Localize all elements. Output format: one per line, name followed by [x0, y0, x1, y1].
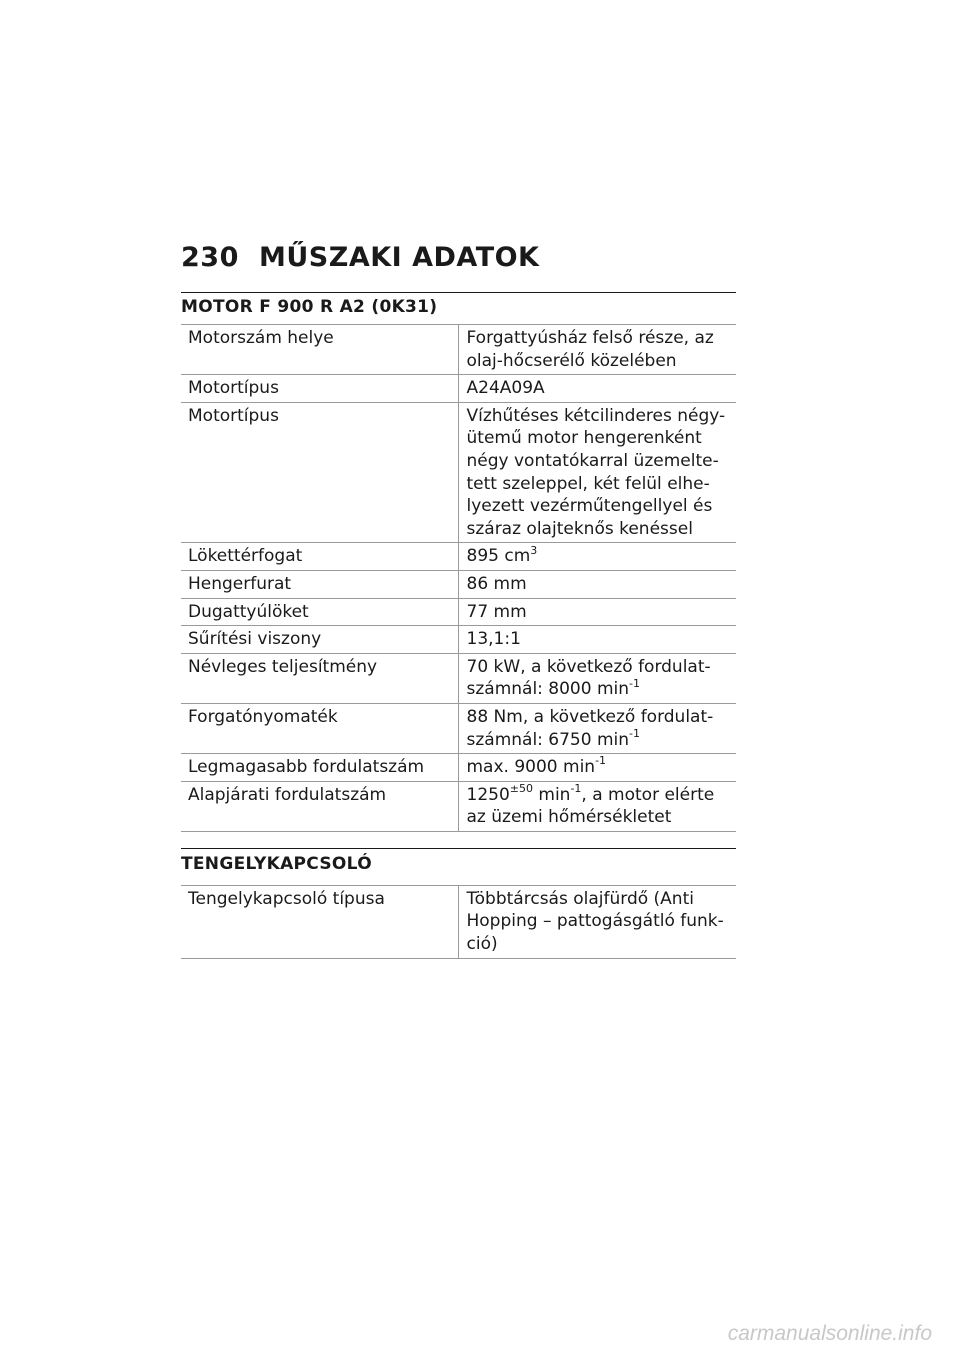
section-title-clutch: TENGELYKAPCSOLÓ — [181, 848, 736, 886]
page-title: MŰSZAKI ADATOK — [259, 242, 540, 273]
spec-label: Sűrítési viszony — [188, 629, 322, 650]
spec-row — [181, 626, 736, 654]
spec-value: Vízhűtéses kétcilinderes négy-ütemű motor hengerenként négy vontatókarral üzemelte-tett szeleppel, két felül elhe-lyezett vezérműtengellyel és száraz olajteknős kenéssel — [458, 403, 737, 543]
spec-table-motor — [181, 325, 736, 832]
spec-label: Forgatónyomaték — [188, 706, 338, 727]
page-header — [181, 242, 736, 292]
spec-row — [181, 886, 736, 959]
spec-value: 895 $cm^3$ — [458, 543, 737, 570]
spec-row — [181, 375, 736, 403]
section-motor — [181, 292, 736, 832]
spec-label: Lökettérfogat — [188, 546, 303, 567]
spec-label: Motorszám helye — [188, 328, 334, 348]
spec-label: Dugattyúlöket — [188, 601, 309, 622]
watermark: carmanualsonline.info — [727, 1322, 932, 1345]
spec-value: $1250^{\pm 50}$ $\min^{-1}$, a motor elérte az üzemi hőmérsékletet — [458, 782, 737, 831]
spec-label: Hengerfurat — [188, 573, 292, 594]
spec-value: 70 kW, a következő fordulat-számnál: 8000 $\min^{-1}$ — [458, 654, 737, 703]
spec-value: Forgattyúsház felső része, az olaj-hőcserélő közelében — [458, 325, 737, 374]
spec-row — [181, 325, 736, 375]
spec-value: 88 Nm, a következő fordulat-számnál: 6750 $\min^{-1}$ — [458, 704, 737, 753]
spec-row — [181, 403, 736, 544]
spec-label: Motortípus — [188, 405, 279, 426]
spec-label: Tengelykapcsoló típusa — [188, 888, 385, 909]
spec-value: Többtárcsás olajfürdő (Anti Hopping – pattogásgátló funk-ció) — [458, 886, 737, 958]
page-number: 230 — [181, 242, 239, 273]
spec-value: A24A09A — [458, 375, 737, 402]
section-clutch — [181, 848, 736, 959]
spec-label: Legmagasabb fordulatszám — [188, 757, 425, 778]
spec-label: Névleges teljesítmény — [188, 656, 378, 677]
spec-label: Alapjárati fordulatszám — [188, 784, 387, 805]
spec-table-clutch — [181, 886, 736, 959]
spec-row — [181, 782, 736, 832]
spec-value: max. 9000 $\min^{-1}$ — [458, 754, 737, 781]
manual-page — [181, 242, 736, 959]
spec-value: 77 mm — [458, 599, 737, 626]
spec-label: Motortípus — [188, 378, 279, 399]
spec-value: 86 mm — [458, 571, 737, 598]
spec-row — [181, 654, 736, 704]
spec-row — [181, 704, 736, 754]
spec-row — [181, 543, 736, 571]
section-title-motor: MOTOR F 900 R A2 (0K31) — [181, 292, 736, 325]
spec-row — [181, 754, 736, 782]
spec-value: 13,1:1 — [458, 626, 737, 653]
spec-row — [181, 599, 736, 627]
spec-row — [181, 571, 736, 599]
